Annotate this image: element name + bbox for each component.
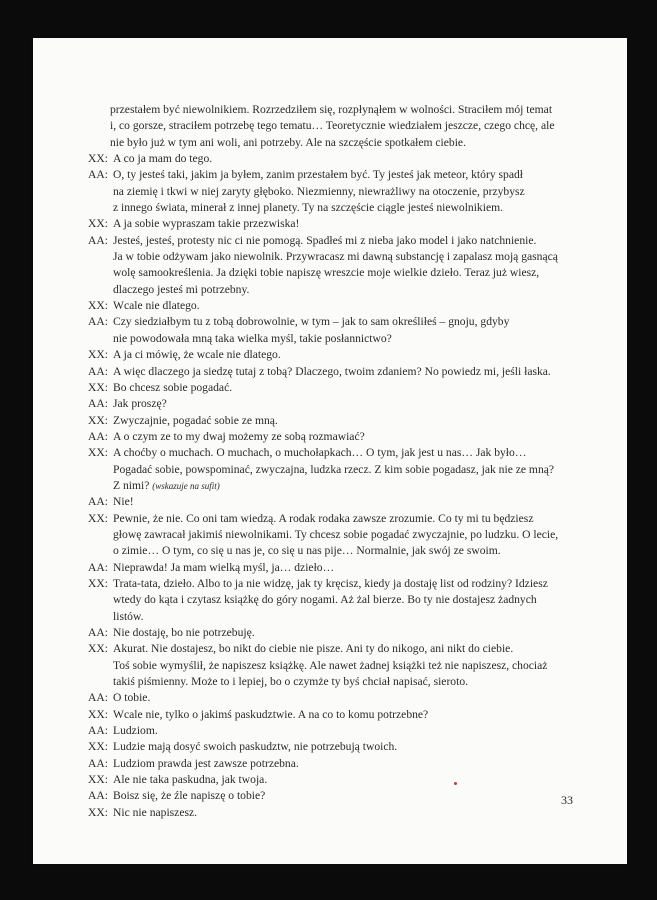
dialogue-line [88,249,578,265]
line-text: Ludziom prawda jest zawsze potrzebna. [113,756,299,770]
dialogue-line [88,102,578,118]
speaker-label: AA: [88,789,108,803]
line-text: A ja ci mówię, że wcale nie dlatego. [113,348,281,362]
line-text: przestałem być niewolnikiem. Rozrzedziłem się, rozpłynąłem w wolności. Straciłem mój temat [110,103,553,116]
dialogue-line [88,413,578,429]
page-number: 33 [561,793,573,807]
line-text: nie powodowała mną taka wielka myśl, takie posłannictwo? [113,331,392,345]
line-text: Pewnie, że nie. Co oni tam wiedzą. A rodak rodaka zawsze zrozumie. Co ty mi tu będziesz [113,511,534,525]
line-text: A choćby o muchach. O muchach, o muchołapkach… O tym, jak jest u nas… Jak było… [113,446,527,460]
dialogue-line [88,543,578,559]
line-text: O tobie. [113,691,151,705]
line-text: Pogadać sobie, powspominać, zwyczajna, ludzka rzecz. Z kim sobie pogadasz, jak nie ze mną? [113,462,555,476]
dialogue-line [88,445,578,461]
dialogue-line [88,216,578,232]
dialogue-line [88,690,578,706]
dialogue-line [88,265,578,281]
line-text: Wcale nie dlatego. [113,299,200,313]
dialogue-line [88,462,578,478]
speaker-label: XX: [88,413,108,427]
dialogue-line [88,494,578,510]
ink-speck [454,782,457,785]
line-text: Wcale nie, tylko o jakimś paskudztwie. A na co to komu potrzebne? [113,707,429,721]
speaker-label: XX: [88,805,108,819]
line-text: z innego świata, minerał z innej planety. Ty na szczęście ciągle jesteś niewolnikiem. [113,201,504,215]
speaker-label: AA: [88,233,108,247]
speaker-label: AA: [88,429,108,443]
speaker-label: AA: [88,691,108,705]
line-text: takiś piśmienny. Może to i lepiej, bo o czymże ty byś chciał napisać, sieroto. [113,675,469,689]
line-text: A ja sobie wypraszam takie przezwiska! [113,217,300,231]
dialogue-line [88,739,578,755]
line-text: wtedy do kąta i czytasz książkę do góry nogami. Aż żal bierze. Bo ty nie dostajesz żadnych [113,593,537,607]
speaker-label: XX: [88,511,108,525]
dialogue-line [88,364,578,380]
dialogue-line [88,135,578,151]
dialogue-line [88,707,578,723]
stage-direction: (wskazuje na sufit) [152,480,220,491]
dialogue-line [88,396,578,412]
dialogue-line [88,641,578,657]
speaker-label: XX: [88,707,108,721]
dialogue-line [88,184,578,200]
dialogue-line [88,609,578,625]
line-text: Nie dostaję, bo nie potrzebuję. [113,626,255,639]
dialogue-line [88,788,578,804]
dialogue-line [88,772,578,788]
line-text: Akurat. Nie dostajesz, bo nikt do ciebie nie pisze. Ani ty do nikogo, ani nikt do ciebie. [113,642,514,656]
line-text: Nieprawda! Ja mam wielką myśl, ja… dzieło… [113,560,335,574]
speaker-label: XX: [88,446,108,460]
line-text: Czy siedziałbym tu z tobą dobrowolnie, w tym – jak to sam określiłeś – gnoju, gdyby [113,315,510,329]
line-text: Ludziom. [113,724,158,738]
dialogue-line [88,478,578,494]
speaker-label: AA: [88,626,108,639]
dialogue-line [88,167,578,183]
speaker-label: XX: [88,348,108,362]
speaker-label: AA: [88,168,108,182]
speaker-label: XX: [88,380,108,394]
dialogue-line [88,805,578,821]
speaker-label: XX: [88,576,108,590]
dialogue-line [88,756,578,772]
dialogue-line [88,723,578,739]
line-text: Ludzie mają dosyć swoich paskudztw, nie potrzebują twoich. [113,740,398,754]
dialogue-line [88,314,578,330]
speaker-label: XX: [88,740,108,754]
line-text: o zimie… O tym, co się u nas je, co się u nas pije… Normalnie, jak swój ze swoim. [113,544,501,558]
line-text: Ale nie taka paskudna, jak twoja. [113,773,268,787]
line-text: wolę samookreślenia. Ja dzięki tobie napiszę wreszcie moje wielkie dzieło. Teraz już wiesz, [113,266,540,280]
dialogue-text [88,102,578,821]
line-text: A o czym ze to my dwaj możemy ze sobą rozmawiać? [113,429,365,443]
speaker-label: AA: [88,364,108,378]
line-text: Nie! [113,495,134,509]
speaker-label: XX: [88,773,108,787]
dialogue-line [88,151,578,167]
line-text: A więc dlaczego ja siedzę tutaj z tobą? Dlaczego, twoim zdaniem? No powiedz mi, jeśli łaska. [113,364,551,378]
dialogue-line [88,347,578,363]
dialogue-line [88,331,578,347]
dialogue-line [88,511,578,527]
speaker-label: XX: [88,299,108,313]
line-text: na ziemię i tkwi w niej zaryty głęboko. Niezmienny, niewrażliwy na otoczenie, przybysz [113,184,525,198]
dialogue-line [88,592,578,608]
dialogue-line [88,429,578,445]
line-text: nie było już w tym ani woli, ani potrzeby. Ale na szczęście spotkałem ciebie. [110,135,466,149]
dialogue-line [88,625,578,641]
line-text: Z nimi? [113,478,150,492]
speaker-label: AA: [88,724,108,738]
line-text: Trata-tata, dzieło. Albo to ja nie widzę, jak ty kręcisz, kiedy ja dostaję list od rodziny? Idziesz [113,576,548,590]
dialogue-line [88,658,578,674]
dialogue-line [88,200,578,216]
dialogue-line [88,674,578,690]
speaker-label: AA: [88,560,108,574]
line-text: listów. [113,609,144,623]
speaker-label: AA: [88,756,108,770]
speaker-label: XX: [88,152,108,166]
speaker-label: XX: [88,642,108,656]
line-text: O, ty jesteś taki, jakim ja byłem, zanim przestałem być. Ty jesteś jak meteor, który spadł [113,168,523,182]
line-text: Toś sobie wymyślił, że napiszesz książkę. Ale nawet żadnej książki też nie napiszesz, chociaż [113,658,548,672]
dialogue-line [88,118,578,134]
dialogue-line [88,560,578,576]
speaker-label: AA: [88,397,108,411]
dialogue-line [88,527,578,543]
dialogue-line [88,233,578,249]
line-text: Jesteś, jesteś, protesty nic ci nie pomogą. Spadłeś mi z nieba jako model i jako natchnienie. [113,233,537,247]
line-text: Jak proszę? [113,397,167,411]
line-text: i, co gorsze, straciłem potrzebę tego tematu… Teoretycznie wiedziałem jeszcze, czego chcę, ale [110,119,555,133]
speaker-label: AA: [88,495,108,509]
line-text: Ja w tobie odżywam jako niewolnik. Przywracasz mi dawną substancję i zapalasz moją gasnącą [113,250,558,264]
line-text: dlaczego jesteś mi potrzebny. [113,282,250,296]
line-text: A co ja mam do tego. [113,152,213,166]
line-text: Boisz się, że źle napiszę o tobie? [113,789,266,803]
speaker-label: AA: [88,315,108,329]
dialogue-line [88,282,578,298]
line-text: Bo chcesz sobie pogadać. [113,380,233,394]
dialogue-line [88,380,578,396]
dialogue-line [88,576,578,592]
dialogue-line [88,298,578,314]
speaker-label: XX: [88,217,108,231]
line-text: Zwyczajnie, pogadać sobie ze mną. [113,413,278,427]
line-text: Nic nie napiszesz. [113,805,198,819]
line-text: głowę zawracał jakimiś niewolnikami. Ty chcesz sobie pogadać zwyczajnie, po ludzku. O lecie, [113,527,559,541]
